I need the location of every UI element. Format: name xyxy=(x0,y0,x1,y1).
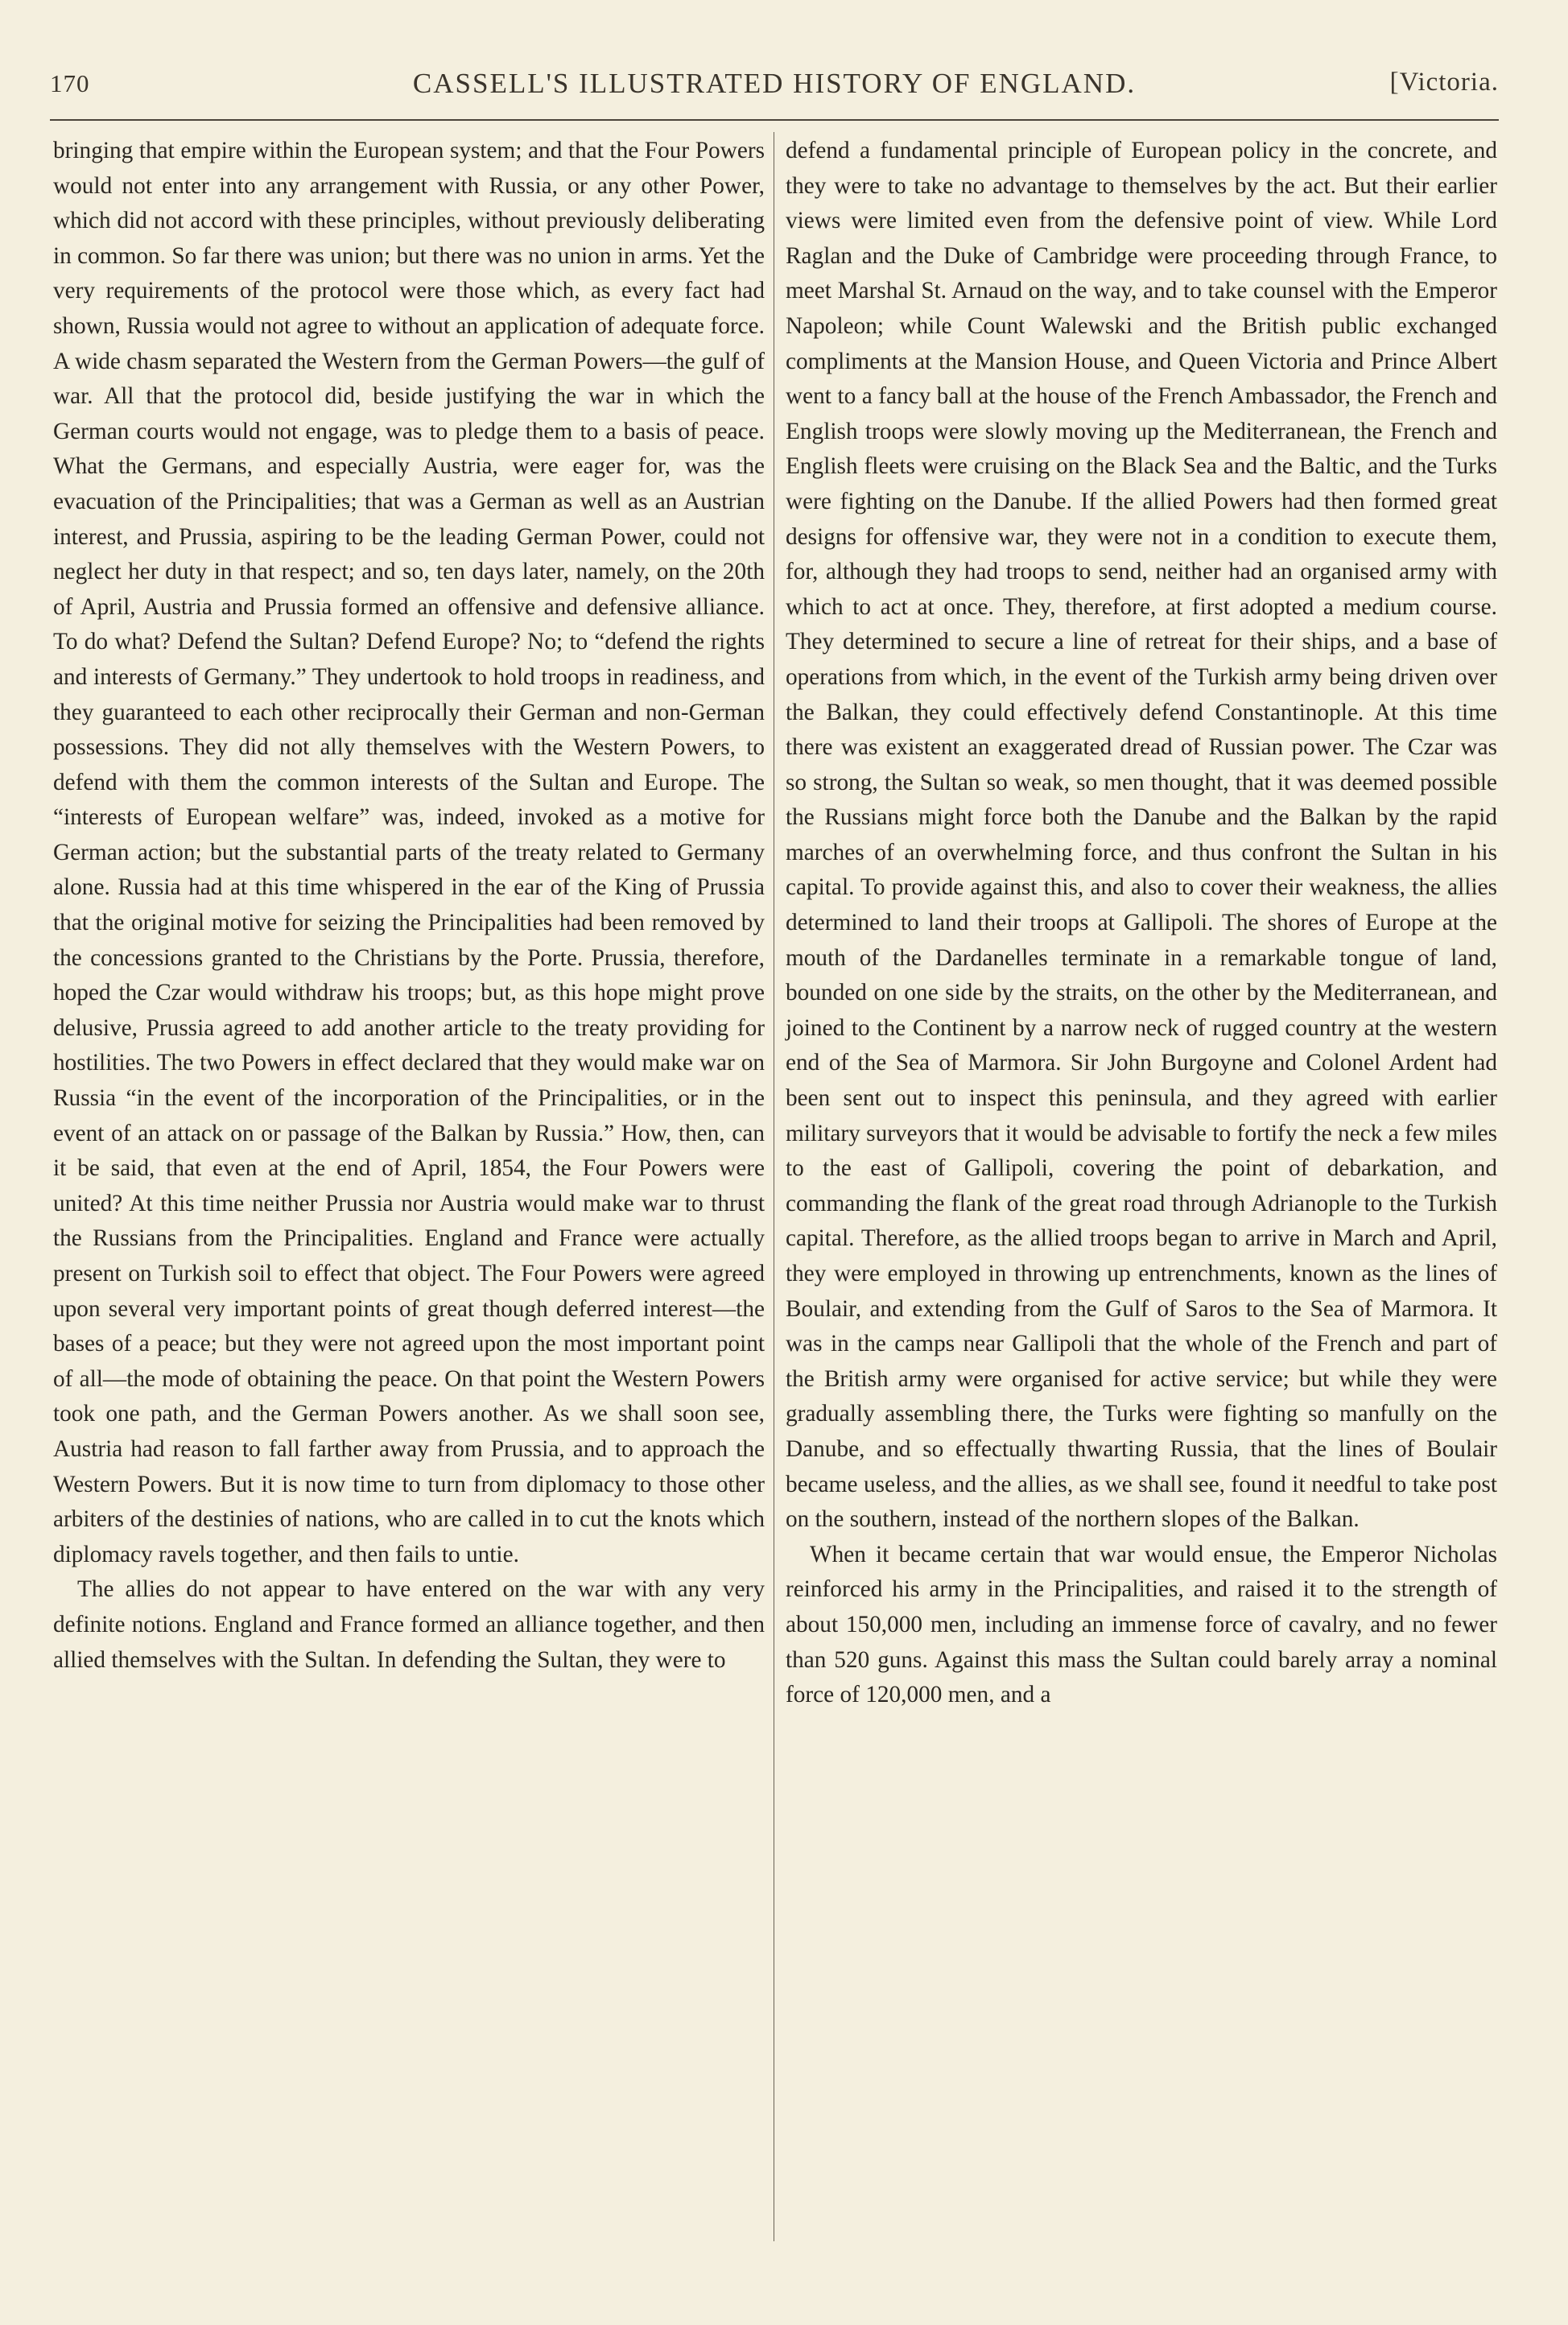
paragraph: bringing that empire within the European system; and that the Four Powers would not enter into any arrangement with Russia, or any other Power, which did not accord with these principles, without previously deliberating in common. So far there was union; but there was no union in arms. Yet the very requirements of the protocol were those which, as every fact had shown, Russia would not agree to without an application of adequate force. A wide chasm separated the Western from the German Powers—the gulf of war. All that the protocol did, beside justifying the war in which the German courts would not engage, was to pledge them to a basis of peace. What the Germans, and especially Austria, were eager for, was the evacuation of the Principalities; that was a German as well as an Austrian interest, and Prussia, aspiring to be the leading German Power, could not neglect her duty in that respect; and so, ten days later, namely, on the 20th of April, Austria and Prussia formed an offensive and defensive alliance. To do what? Defend the Sultan? Defend Europe? No; to “defend the rights and interests of Germany.” They undertook to hold troops in readiness, and they guaranteed to each other reciprocally their German and non-German possessions. They did not ally themselves with the Western Powers, to defend with them the common interests of the Sultan and Europe. The “interests of European welfare” was, indeed, invoked as a motive for German action; but the substantial parts of the treaty related to Germany alone. Russia had at this time whispered in the ear of the King of Prussia that the original motive for seizing the Principalities had been removed by the concessions granted to the Christians by the Porte. Prussia, therefore, hoped the Czar would withdraw his troops; but, as this hope might prove delusive, Prussia agreed to add another article to the treaty providing for hostilities. The two Powers in effect declared that they would make war on Russia “in the event of the incorporation of the Principalities, or in the event of an attack on or passage of the Balkan by Russia.” How, then, can it be said, that even at the end of April, 1854, the Four Powers were united? At this time neither Prussia nor Austria would make war to thrust the Russians from the Principalities. England and France were actually present on Turkish soil to effect that object. The Four Powers were agreed upon several very important points of great though deferred interest—the bases of a peace; but they were not agreed upon the most important point of all—the mode of obtaining the peace. On that point the Western Powers took one path, and the German Powers another. As we shall soon see, Austria had reason to fall farther away from Prussia, and to approach the Western Powers. But it is now time to turn from diplomacy to those other arbiters of the destinies of nations, who are called in to cut the knots which diplomacy ravels together, and then fails to untie. xyxy=(53,138,765,1567)
section-label: [Victoria. xyxy=(1389,68,1499,97)
paragraph: When it became certain that war would ensue, the Emperor Nicholas reinforced his army in the Principalities, and raised it to the strength of about 150,000 men, including an immense force of cavalry, and no fewer than 520 guns. Against this mass the Sultan could barely array a nominal force of 120,000 men, and a xyxy=(786,1541,1497,1708)
right-column xyxy=(786,134,1497,1713)
paragraph: defend a fundamental principle of European policy in the concrete, and they were to take no advantage to themselves by the act. But their earlier views were limited even from the defensive point of view. While Lord Raglan and the Duke of Cambridge were proceeding through France, to meet Marshal St. Arnaud on the way, and to take counsel with the Emperor Napoleon; while Count Walewski and the British public exchanged compliments at the Mansion House, and Queen Victoria and Prince Albert went to a fancy ball at the house of the French Ambassador, the French and English troops were slowly moving up the Mediterranean, the French and English fleets were cruising on the Black Sea and the Baltic, and the Turks were fighting on the Danube. If the allied Powers had then formed great designs for offensive war, they were not in a condition to execute them, for, although they had troops to send, neither had an organised army with which to act at once. They, therefore, at first adopted a medium course. They determined to secure a line of retreat for their ships, and a base of operations from which, in the event of the Turkish army being driven over the Balkan, they could effectively defend Constantinople. At this time there was existent an exaggerated dread of Russian power. The Czar was so strong, the Sultan so weak, so men thought, that it was deemed possible the Russians might force both the Danube and the Balkan by the rapid marches of an overwhelming force, and thus confront the Sultan in his capital. To provide against this, and also to cover their weakness, the allies determined to land their troops at Gallipoli. The shores of Europe at the mouth of the Dardanelles terminate in a remarkable tongue of land, bounded on one side by the straits, on the other by the Mediterranean, and joined to the Continent by a narrow neck of rugged country at the western end of the Sea of Marmora. Sir John Burgoyne and Colonel Ardent had been sent out to inspect this peninsula, and they agreed with earlier military surveyors that it would be advisable to fortify the neck a few miles to the east of Gallipoli, covering the point of debarkation, and commanding the flank of the great road through Adrianople to the Turkish capital. Therefore, as the allied troops began to arrive in March and April, they were employed in throwing up entrenchments, known as the lines of Boulair, and extending from the Gulf of Saros to the Sea of Marmora. It was in the camps near Gallipoli that the whole of the French and part of the British army were organised for active service; but while they were gradually assembling there, the Turks were fighting so manfully on the Danube, and so effectually thwarting Russia, that the lines of Boulair became useless, and the allies, as we shall see, found it needful to take post on the southern, instead of the northern slopes of the Balkan. xyxy=(786,138,1497,1533)
page-header xyxy=(50,63,1499,111)
page-number: 170 xyxy=(50,69,90,97)
left-column xyxy=(53,134,765,1678)
running-title: CASSELL'S ILLUSTRATED HISTORY OF ENGLAND. xyxy=(412,68,1137,99)
paragraph: The allies do not appear to have entered on the war with any very definite notions. England and France formed an alliance together, and then allied themselves with the Sultan. In defending the Sultan, they were to xyxy=(53,1576,765,1673)
header-rule xyxy=(50,119,1499,121)
